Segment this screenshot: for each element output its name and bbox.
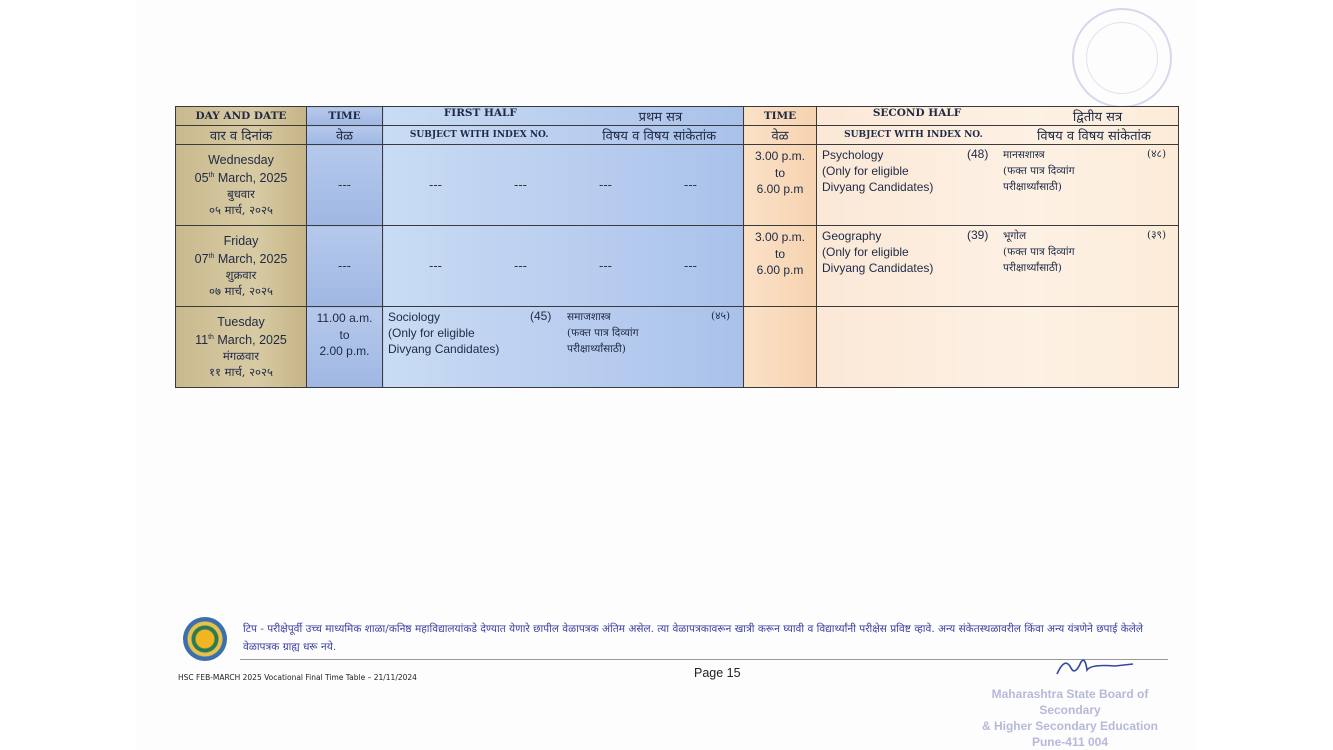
first-time-cell: 11.00 a.m. to 2.00 p.m. bbox=[307, 307, 383, 388]
dash-placeholder: --- bbox=[514, 259, 527, 273]
subject-name-mr: भूगोल (फक्त पात्र दिव्यांग परीक्षार्थ्यांसाठी) bbox=[1003, 230, 1075, 274]
table-row bbox=[176, 145, 1179, 226]
col-header-second-subject bbox=[817, 126, 1179, 145]
col-header-first-subject bbox=[383, 126, 744, 145]
col-header-time-second-mr: वेळ bbox=[744, 126, 817, 145]
first-subject-cell bbox=[383, 145, 744, 226]
first-half-label-mr: प्रथम सत्र bbox=[638, 110, 683, 125]
subject-name-mr: मानसशास्त्र (फक्त पात्र दिव्यांग परीक्षार्थ्यांसाठी) bbox=[1003, 149, 1075, 193]
day-mr: मंगळवार bbox=[222, 349, 260, 364]
subject-index-en: (39) bbox=[967, 228, 989, 242]
date-en: 11th March, 2025 bbox=[195, 333, 287, 348]
subject-index-en: (45) bbox=[530, 309, 552, 323]
col-header-day-date-mr: वार व दिनांक bbox=[176, 126, 307, 145]
board-stamp-seal bbox=[1072, 8, 1172, 108]
subject-index-en: (48) bbox=[967, 147, 989, 161]
dash-placeholder: --- bbox=[599, 178, 612, 192]
dash-placeholder: --- bbox=[599, 259, 612, 273]
col-header-first-half bbox=[383, 107, 744, 126]
day-mr: शुक्रवार bbox=[225, 268, 257, 283]
col-header-time-first: TIME bbox=[307, 107, 383, 126]
signature-seal-area bbox=[960, 650, 1180, 749]
subject-name-en: Sociology (Only for eligible Divyang Candidates) bbox=[388, 310, 500, 356]
day-en: Wednesday bbox=[208, 152, 274, 167]
footer-document-title: HSC FEB-MARCH 2025 Vocational Final Time Table – 21/11/2024 bbox=[178, 673, 417, 682]
exam-timetable bbox=[175, 106, 1179, 388]
col-header-time-first-mr: वेळ bbox=[307, 126, 383, 145]
table-row bbox=[176, 307, 1179, 388]
second-time-cell: 3.00 p.m. to 6.00 p.m bbox=[744, 226, 817, 307]
date-cell bbox=[176, 145, 307, 226]
date-mr: ०५ मार्च, २०२५ bbox=[208, 203, 273, 218]
dash-placeholder: --- bbox=[429, 178, 442, 192]
date-cell bbox=[176, 307, 307, 388]
first-time-cell: --- bbox=[307, 145, 383, 226]
col-header-day-date: DAY AND DATE bbox=[176, 107, 307, 126]
dash-placeholder: --- bbox=[684, 259, 697, 273]
date-cell bbox=[176, 226, 307, 307]
second-subject-cell bbox=[817, 145, 1179, 226]
first-half-label: FIRST HALF bbox=[443, 107, 517, 119]
second-time-cell: 3.00 p.m. to 6.00 p.m bbox=[744, 145, 817, 226]
dash-placeholder: --- bbox=[514, 178, 527, 192]
header-row-1 bbox=[176, 107, 1179, 126]
seal-line: Maharashtra State Board of Secondary bbox=[991, 687, 1149, 717]
date-en: 05th March, 2025 bbox=[194, 171, 288, 186]
page-number: Page 15 bbox=[694, 666, 741, 680]
date-en: 07th March, 2025 bbox=[194, 252, 288, 267]
dash-placeholder: --- bbox=[429, 259, 442, 273]
first-time-cell: --- bbox=[307, 226, 383, 307]
second-subject-cell bbox=[817, 307, 1179, 388]
signature-icon bbox=[1055, 654, 1135, 680]
seal-line: & Higher Secondary Education bbox=[981, 719, 1159, 733]
second-half-label-mr: द्वितीय सत्र bbox=[1072, 110, 1123, 125]
date-mr: ११ मार्च, २०२५ bbox=[208, 365, 273, 380]
footer-note: टिप - परीक्षेपूर्वी उच्च माध्यमिक शाळा/कनिष्ठ महाविद्यालयांकडे देण्यात येणारे छापील वेळापत्रक अंतिम असेल. त्या वेळापत्रकावरून खात्री करून घ्यावी व विद्यार्थ्यांनी परीक्षेस प्रविष्ट व्हावे. अन्य संकेतस्थळावरील किंवा अन्य यंत्रणेने छपाई केलेले वेळापत्रक ग्राह्य धरू नये. bbox=[243, 623, 1144, 653]
second-subject-index-label-mr: विषय व विषय सांकेतांक bbox=[1037, 129, 1151, 144]
second-subject-cell bbox=[817, 226, 1179, 307]
board-logo bbox=[183, 617, 227, 661]
subject-name-en: Geography (Only for eligible Divyang Candidates) bbox=[822, 229, 934, 275]
first-subject-cell bbox=[383, 307, 744, 388]
second-half-label: SECOND HALF bbox=[872, 107, 962, 119]
header-row-2 bbox=[176, 126, 1179, 145]
day-en: Friday bbox=[223, 233, 259, 248]
col-header-second-half bbox=[817, 107, 1179, 126]
second-subject-index-label: SUBJECT WITH INDEX NO. bbox=[844, 130, 983, 140]
seal-line: Pune-411 004 bbox=[1031, 735, 1109, 749]
day-mr: बुधवार bbox=[227, 187, 255, 202]
date-mr: ०७ मार्च, २०२५ bbox=[208, 284, 273, 299]
subject-index-mr: (४५) bbox=[711, 310, 731, 322]
first-subject-cell bbox=[383, 226, 744, 307]
day-en: Tuesday bbox=[217, 314, 265, 329]
second-time-cell bbox=[744, 307, 817, 388]
dash-placeholder: --- bbox=[684, 178, 697, 192]
subject-name-en: Psychology (Only for eligible Divyang Candidates) bbox=[822, 148, 934, 194]
table-row bbox=[176, 226, 1179, 307]
first-subject-index-label: SUBJECT WITH INDEX NO. bbox=[409, 130, 549, 140]
subject-index-mr: (४८) bbox=[1147, 148, 1167, 160]
first-subject-index-label-mr: विषय व विषय सांकेतांक bbox=[602, 129, 717, 144]
subject-index-mr: (३९) bbox=[1147, 229, 1167, 241]
col-header-time-second: TIME bbox=[744, 107, 817, 126]
subject-name-mr: समाजशास्त्र (फक्त पात्र दिव्यांग परीक्षार्थ्यांसाठी) bbox=[567, 311, 639, 355]
